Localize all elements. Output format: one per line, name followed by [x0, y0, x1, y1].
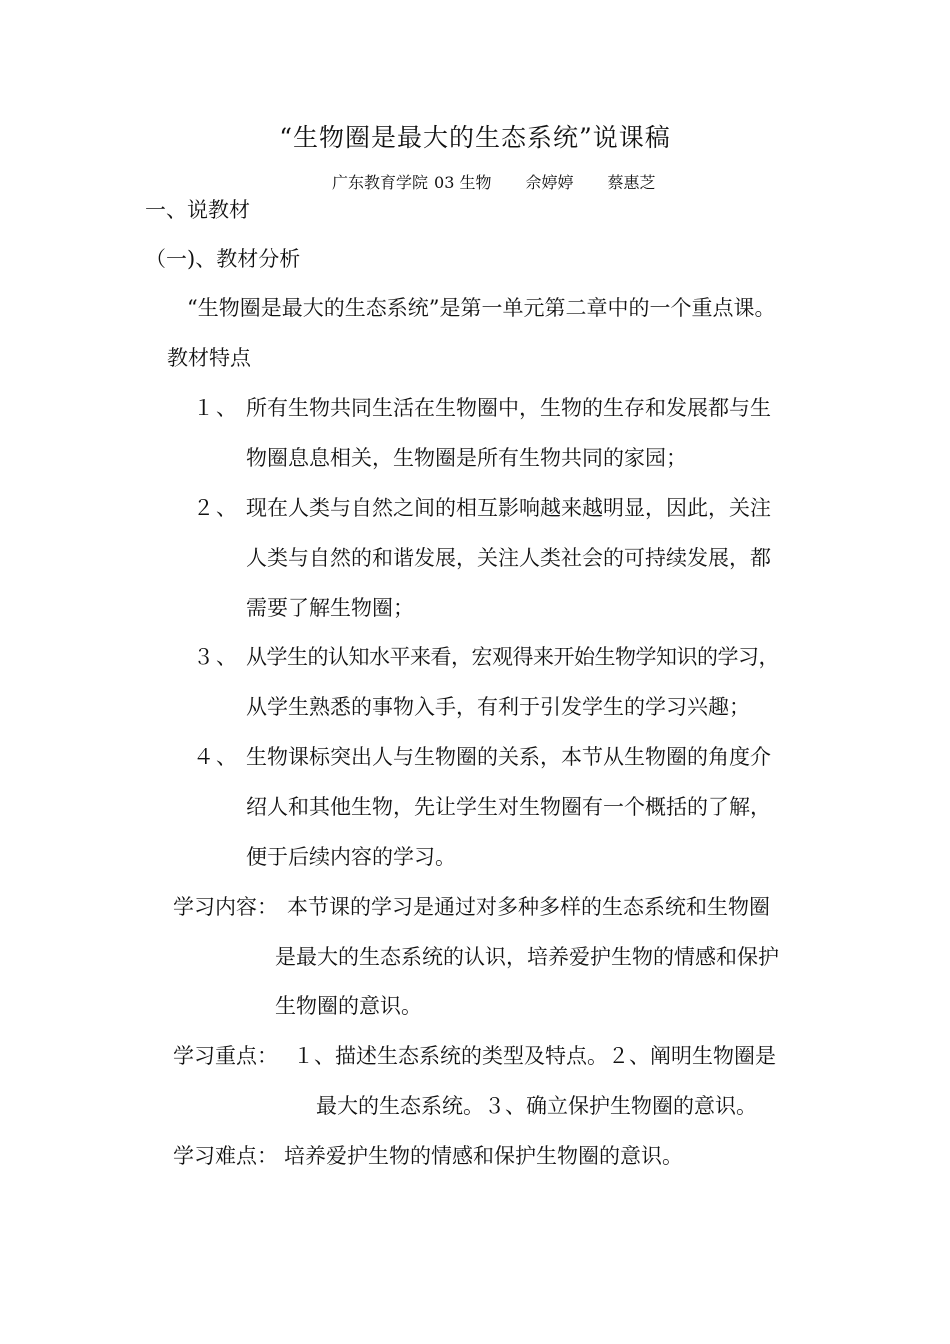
- subsection-heading-1: （一)、教材分析: [145, 247, 301, 271]
- feature-2-line-3: 需要了解生物圈；: [246, 596, 414, 620]
- keypoints-line-1: １、描述生态系统的类型及特点。２、阐明生物圈是: [293, 1044, 776, 1068]
- intro-paragraph: “生物圈是最大的生态系统”是第一单元第二章中的一个重点课。: [187, 296, 776, 320]
- feature-number-2: ２、: [193, 496, 239, 520]
- content-line-2: 是最大的生态系统的认识，培养爱护生物的情感和保护: [275, 945, 779, 969]
- byline-school: 广东教育学院: [332, 173, 429, 192]
- byline-class: 03 生物: [434, 173, 492, 192]
- byline-author-2: 蔡惠芝: [607, 173, 656, 192]
- content-line-3: 生物圈的意识。: [275, 994, 422, 1018]
- keypoints-label: 学习重点：: [173, 1044, 278, 1068]
- difficulty-label: 学习难点：: [173, 1144, 278, 1168]
- feature-number-4: ４、: [193, 745, 239, 769]
- content-line-1: 本节课的学习是通过对多种多样的生态系统和生物圈: [287, 895, 770, 919]
- feature-number-1: １、: [193, 396, 239, 420]
- feature-1-line-1: 所有生物共同生活在生物圈中，生物的生存和发展都与生: [246, 396, 771, 420]
- feature-3-line-2: 从学生熟悉的事物入手，有利于引发学生的学习兴趣；: [246, 695, 750, 719]
- feature-4-line-1: 生物课标突出人与生物圈的关系，本节从生物圈的角度介: [246, 745, 771, 769]
- byline: [332, 170, 662, 193]
- document-title: “生物圈是最大的生态系统”说课稿: [279, 123, 671, 152]
- section-heading-1: 一、说教材: [145, 198, 250, 222]
- difficulty-text: 培养爱护生物的情感和保护生物圈的意识。: [284, 1144, 683, 1168]
- content-label: 学习内容：: [173, 895, 278, 919]
- feature-3-line-1: 从学生的认知水平来看，宏观得来开始生物学知识的学习，: [246, 645, 779, 669]
- feature-4-line-2: 绍人和其他生物，先让学生对生物圈有一个概括的了解，: [246, 795, 771, 819]
- feature-4-line-3: 便于后续内容的学习。: [246, 845, 456, 869]
- features-heading: 教材特点: [167, 346, 251, 370]
- feature-1-line-2: 物圈息息相关，生物圈是所有生物共同的家园；: [246, 446, 687, 470]
- feature-number-3: ３、: [193, 645, 239, 669]
- keypoints-line-2: 最大的生态系统。３、确立保护生物圈的意识。: [316, 1094, 757, 1118]
- feature-2-line-1: 现在人类与自然之间的相互影响越来越明显，因此，关注: [246, 496, 771, 520]
- byline-author-1: 佘婷婷: [525, 173, 574, 192]
- feature-2-line-2: 人类与自然的和谐发展，关注人类社会的可持续发展，都: [246, 546, 771, 570]
